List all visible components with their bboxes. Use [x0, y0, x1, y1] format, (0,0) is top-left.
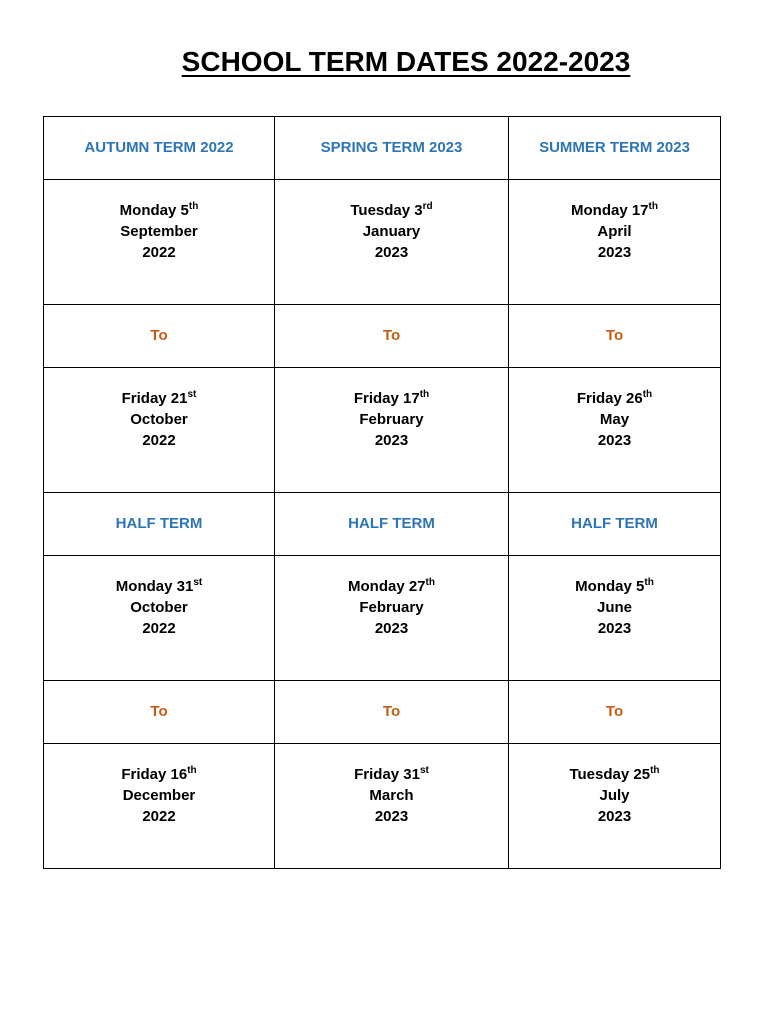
to-label: To — [382, 327, 401, 344]
term-to-row — [44, 305, 721, 368]
term-start-row — [44, 180, 721, 305]
table-cell — [275, 681, 509, 744]
half-term-heading-row — [44, 493, 721, 556]
date-year: 2022 — [142, 432, 176, 449]
term-heading: SPRING TERM 2023 — [320, 139, 463, 156]
table-cell — [44, 744, 275, 869]
date-year: 2023 — [597, 432, 632, 449]
table-cell — [509, 117, 721, 180]
date-month: February — [359, 599, 424, 616]
term-end-date — [509, 368, 720, 451]
half-term-start-date — [44, 556, 274, 639]
term-dates-table — [43, 116, 721, 869]
term-end-row — [44, 368, 721, 493]
date-day: Friday 26 — [576, 390, 643, 407]
date-month: December — [122, 787, 196, 804]
table-cell — [275, 493, 509, 556]
date-year: 2023 — [374, 808, 409, 825]
table-cell — [44, 180, 275, 305]
date-year: 2023 — [374, 620, 409, 637]
date-year: 2023 — [374, 432, 409, 449]
date-day: Friday 17 — [353, 390, 420, 407]
date-day: Monday 31 — [115, 578, 194, 595]
table-cell — [275, 117, 509, 180]
date-day: Friday 16 — [121, 766, 188, 783]
term-end-date — [44, 368, 274, 451]
date-suffix: th — [419, 389, 430, 400]
date-day: Monday 27 — [348, 578, 426, 595]
table-cell — [509, 305, 721, 368]
table-cell — [44, 681, 275, 744]
table-cell — [509, 180, 721, 305]
table-cell — [44, 368, 275, 493]
date-suffix: st — [187, 389, 197, 400]
table-cell — [275, 744, 509, 869]
date-month: April — [597, 223, 632, 240]
table-cell — [44, 493, 275, 556]
date-day: Monday 17 — [571, 202, 649, 219]
half-term-start-date — [275, 556, 508, 639]
half-term-start-row — [44, 556, 721, 681]
term-heading: SUMMER TERM 2023 — [539, 139, 690, 156]
date-day: Tuesday 3 — [350, 202, 423, 219]
table-cell — [275, 368, 509, 493]
date-suffix: th — [650, 765, 660, 776]
date-suffix: th — [187, 765, 197, 776]
date-month: June — [596, 599, 632, 616]
table-cell — [275, 180, 509, 305]
table-cell — [509, 556, 721, 681]
date-year: 2022 — [142, 244, 176, 261]
date-month: February — [359, 411, 424, 428]
date-day: Friday 21 — [121, 390, 188, 407]
table-cell — [44, 117, 275, 180]
half-term-start-date — [509, 556, 720, 639]
table-cell — [44, 556, 275, 681]
table-cell — [275, 556, 509, 681]
date-suffix: st — [193, 577, 203, 588]
table-cell — [275, 305, 509, 368]
half-term-heading: HALF TERM — [115, 515, 203, 532]
date-month: October — [130, 599, 188, 616]
date-year: 2023 — [374, 244, 409, 261]
term-start-date — [275, 180, 508, 263]
date-year: 2022 — [142, 620, 176, 637]
term-heading-row — [44, 117, 721, 180]
date-month: January — [362, 223, 421, 240]
half-term-end-date — [509, 744, 720, 827]
term-end-date — [275, 368, 508, 451]
date-day: Monday 5 — [119, 202, 189, 219]
half-term-end-date — [44, 744, 274, 827]
half-term-end-date — [275, 744, 508, 827]
date-suffix: th — [644, 577, 654, 588]
date-suffix: th — [425, 577, 435, 588]
table-cell — [509, 681, 721, 744]
date-suffix: rd — [422, 201, 433, 212]
date-month: July — [599, 787, 630, 804]
term-heading: AUTUMN TERM 2022 — [84, 139, 234, 156]
half-term-end-row — [44, 744, 721, 869]
date-month: March — [369, 787, 414, 804]
to-label: To — [605, 327, 624, 344]
table-cell — [44, 305, 275, 368]
term-start-date — [44, 180, 274, 263]
page-title-text: SCHOOL TERM DATES 2022-2023 — [181, 46, 631, 77]
date-suffix: th — [642, 389, 653, 400]
date-day: Friday 31 — [354, 766, 420, 783]
term-start-date — [509, 180, 720, 263]
to-label: To — [605, 703, 624, 720]
date-day: Tuesday 25 — [569, 766, 651, 783]
to-label: To — [150, 327, 168, 344]
date-day: Monday 5 — [575, 578, 645, 595]
half-term-heading: HALF TERM — [571, 515, 658, 532]
date-year: 2023 — [597, 620, 632, 637]
half-term-heading: HALF TERM — [348, 515, 435, 532]
date-year: 2023 — [597, 244, 632, 261]
date-year: 2022 — [142, 808, 176, 825]
table-cell — [509, 368, 721, 493]
table-cell — [509, 744, 721, 869]
date-month: September — [120, 223, 198, 240]
table-cell — [509, 493, 721, 556]
date-suffix: th — [648, 201, 658, 212]
half-term-to-row — [44, 681, 721, 744]
to-label: To — [382, 703, 401, 720]
date-suffix: st — [419, 765, 429, 776]
date-suffix: th — [188, 201, 199, 212]
to-label: To — [150, 703, 168, 720]
page-title — [0, 44, 768, 80]
date-month: May — [599, 411, 630, 428]
date-month: October — [130, 411, 188, 428]
date-year: 2023 — [597, 808, 632, 825]
